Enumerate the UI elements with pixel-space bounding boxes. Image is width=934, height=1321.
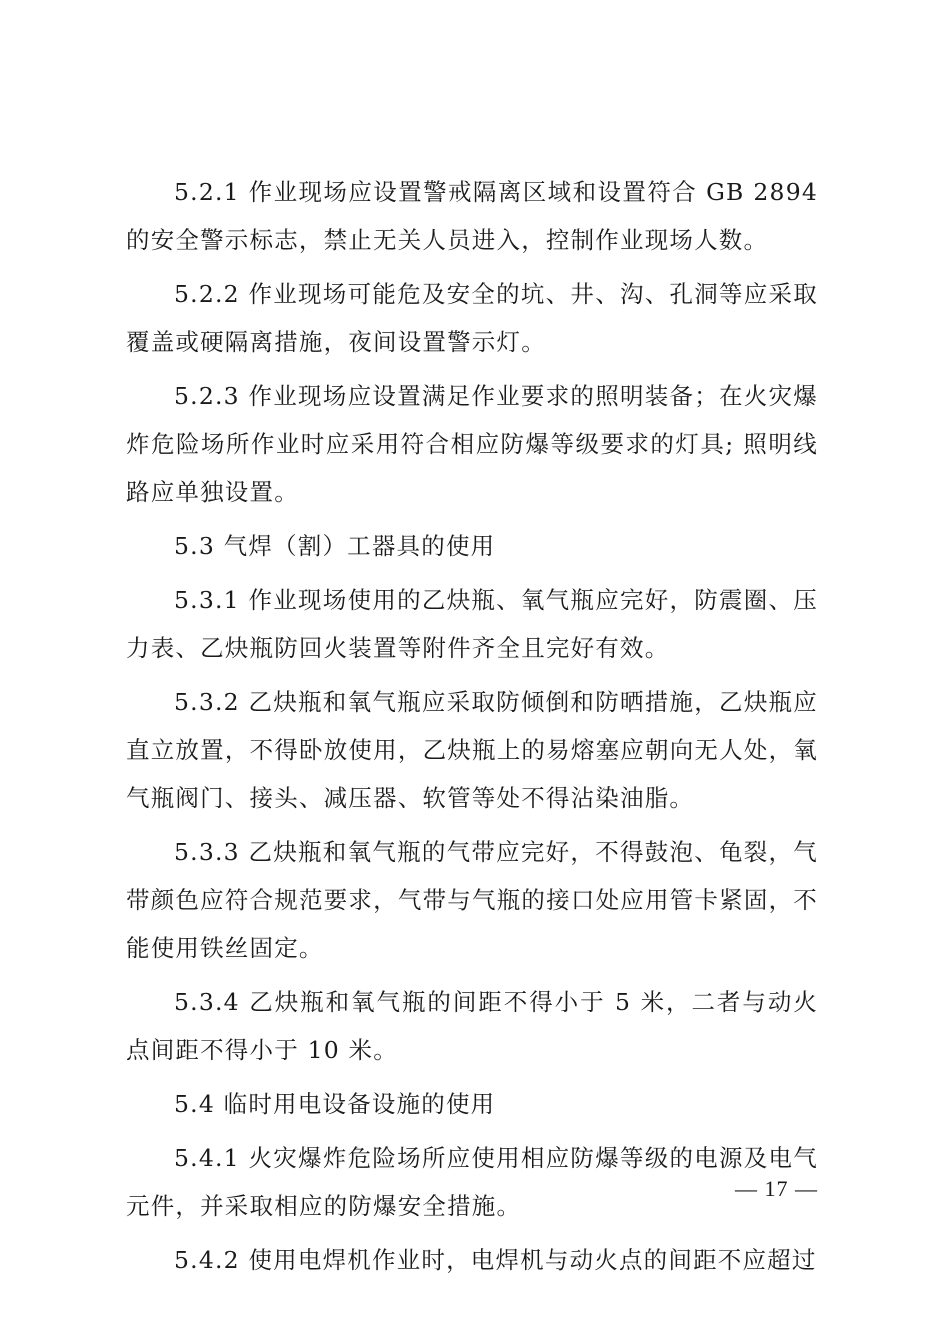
clause-5-3-4: 5.3.4 乙炔瓶和氧气瓶的间距不得小于 5 米，二者与动火点间距不得小于 10 米。 — [126, 988, 818, 1064]
document-body — [126, 168, 818, 1290]
clause-5-3-3: 5.3.3 乙炔瓶和氧气瓶的气带应完好，不得鼓泡、龟裂，气带颜色应符合规范要求，气带与气瓶的接口处应用管卡紧固，不能使用铁丝固定。 — [126, 838, 818, 962]
clause-5-4-2: 5.4.2 使用电焊机作业时，电焊机与动火点的间距不应超过 — [174, 1246, 817, 1274]
section-5-4-heading: 5.4 临时用电设备设施的使用 — [174, 1090, 496, 1118]
section-5-3-heading: 5.3 气焊（割）工器具的使用 — [174, 532, 496, 560]
clause-5-3-2: 5.3.2 乙炔瓶和氧气瓶应采取防倾倒和防晒措施，乙炔瓶应直立放置，不得卧放使用，乙炔瓶上的易熔塞应朝向无人处，氧气瓶阀门、接头、减压器、软管等处不得沾染油脂。 — [126, 688, 818, 812]
clause-5-4-1: 5.4.1 火灾爆炸危险场所应使用相应防爆等级的电源及电气元件，并采取相应的防爆安全措施。 — [126, 1144, 818, 1220]
clause-5-3-1: 5.3.1 作业现场使用的乙炔瓶、氧气瓶应完好，防震圈、压力表、乙炔瓶防回火装置等附件齐全且完好有效。 — [126, 586, 818, 662]
page-number: — 17 — — [735, 1176, 818, 1201]
clause-5-2-1: 5.2.1 作业现场应设置警戒隔离区域和设置符合 GB 2894 的安全警示标志，禁止无关人员进入，控制作业现场人数。 — [126, 178, 818, 254]
clause-5-2-2: 5.2.2 作业现场可能危及安全的坑、井、沟、孔洞等应采取覆盖或硬隔离措施，夜间设置警示灯。 — [126, 280, 818, 356]
clause-5-2-3: 5.2.3 作业现场应设置满足作业要求的照明装备；在火灾爆炸危险场所作业时应采用符合相应防爆等级要求的灯具; 照明线路应单独设置。 — [126, 382, 818, 506]
